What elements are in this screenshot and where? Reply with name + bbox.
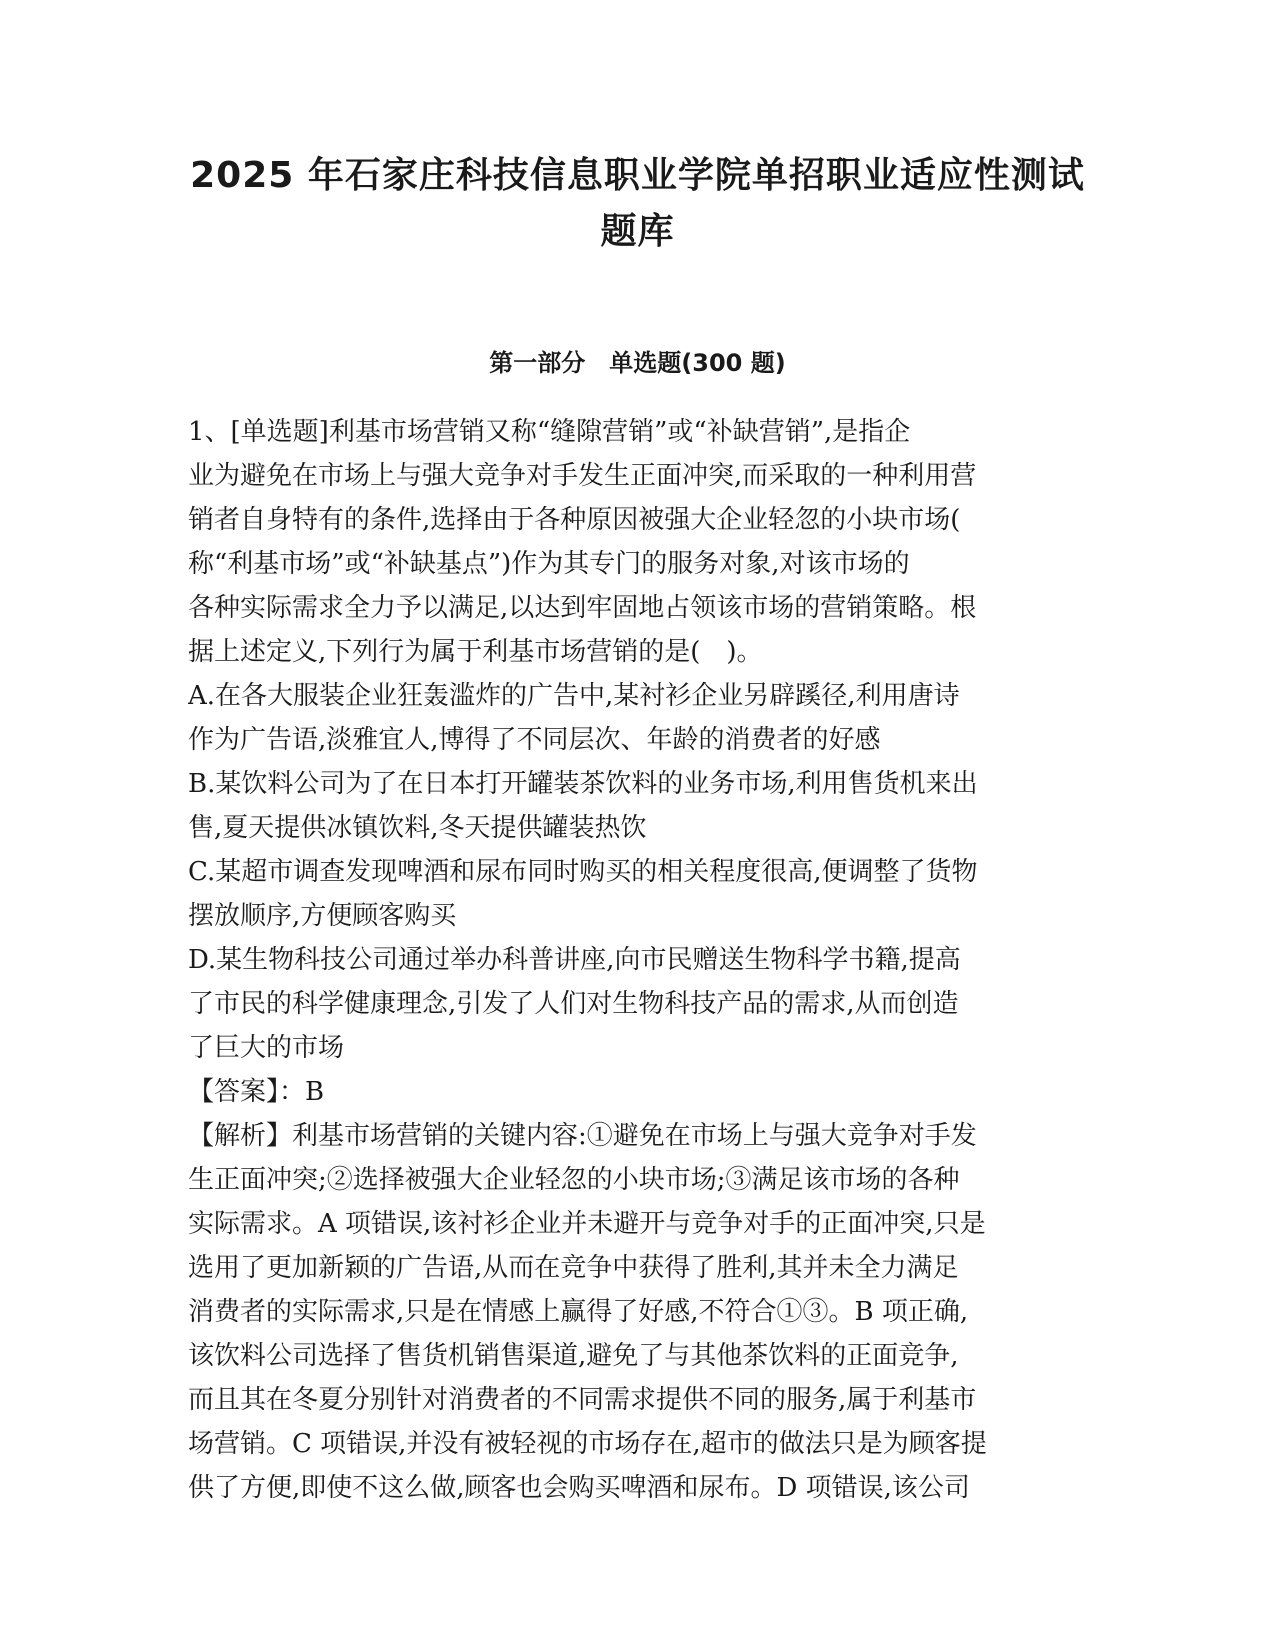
question-stem-line: 各种实际需求全力予以满足,以达到牢固地占领该市场的营销策略。根	[188, 593, 977, 623]
analysis-line: 消费者的实际需求,只是在情感上赢得了好感,不符合①③。B 项正确,	[188, 1297, 969, 1327]
option-b-line: 售,夏天提供冰镇饮料,冬天提供罐装热饮	[188, 813, 647, 843]
analysis-line: 该饮料公司选择了售货机销售渠道,避免了与其他茶饮料的正面竞争,	[188, 1341, 959, 1371]
document-title-line-2: 题库	[600, 211, 675, 252]
analysis-line: 生正面冲突;②选择被强大企业轻忽的小块市场;③满足该市场的各种	[188, 1165, 960, 1195]
option-b-line: B.某饮料公司为了在日本打开罐装茶饮料的业务市场,利用售货机来出	[188, 769, 978, 799]
question-stem-line: 1、[单选题]利基市场营销又称“缝隙营销”或“补缺营销”,是指企	[188, 417, 911, 447]
analysis-line: 供了方便,即使不这么做,顾客也会购买啤酒和尿布。D 项错误,该公司	[188, 1473, 970, 1503]
option-d-line: 了市民的科学健康理念,引发了人们对生物科技产品的需求,从而创造	[188, 989, 959, 1019]
question-stem-line: 业为避免在市场上与强大竞争对手发生正面冲突,而采取的一种利用营	[188, 461, 977, 491]
question-stem	[188, 410, 1088, 674]
analysis-line: 选用了更加新颖的广告语,从而在竞争中获得了胜利,其并未全力满足	[188, 1253, 959, 1283]
question-stem-line: 销者自身特有的条件,选择由于各种原因被强大企业轻忽的小块市场(	[188, 505, 961, 535]
document-title	[150, 148, 1125, 260]
option-d	[188, 938, 1088, 1070]
analysis-line: 实际需求。A 项错误,该衬衫企业并未避开与竞争对手的正面冲突,只是	[188, 1209, 986, 1239]
answer	[188, 1070, 1088, 1114]
analysis-line: 【解析】利基市场营销的关键内容:①避免在市场上与强大竞争对手发	[188, 1121, 977, 1151]
question-stem-line: 称“利基市场”或“补缺基点”)作为其专门的服务对象,对该市场的	[188, 549, 910, 579]
option-b	[188, 762, 1088, 850]
analysis-line: 而且其在冬夏分别针对消费者的不同需求提供不同的服务,属于利基市	[188, 1385, 977, 1415]
analysis	[188, 1114, 1088, 1510]
option-a	[188, 674, 1088, 762]
option-a-line: A.在各大服装企业狂轰滥炸的广告中,某衬衫企业另辟蹊径,利用唐诗	[188, 681, 960, 711]
document-title-line-1: 2025 年石家庄科技信息职业学院单招职业适应性测试	[190, 155, 1085, 196]
analysis-line: 场营销。C 项错误,并没有被轻视的市场存在,超市的做法只是为顾客提	[188, 1429, 987, 1459]
section-heading: 第一部分 单选题(300 题)	[489, 349, 786, 377]
option-c	[188, 850, 1088, 938]
question-block	[188, 410, 1088, 1510]
option-c-line: C.某超市调查发现啤酒和尿布同时购买的相关程度很高,便调整了货物	[188, 857, 978, 887]
option-c-line: 摆放顺序,方便顾客购买	[188, 901, 457, 931]
option-d-line: D.某生物科技公司通过举办科普讲座,向市民赠送生物科学书籍,提高	[188, 945, 961, 975]
option-d-line: 了巨大的市场	[188, 1033, 345, 1063]
question-stem-line: 据上述定义,下列行为属于利基市场营销的是( )。	[188, 637, 763, 667]
option-a-line: 作为广告语,淡雅宜人,博得了不同层次、年龄的消费者的好感	[188, 725, 881, 755]
answer-line: 【答案】：B	[188, 1077, 325, 1107]
